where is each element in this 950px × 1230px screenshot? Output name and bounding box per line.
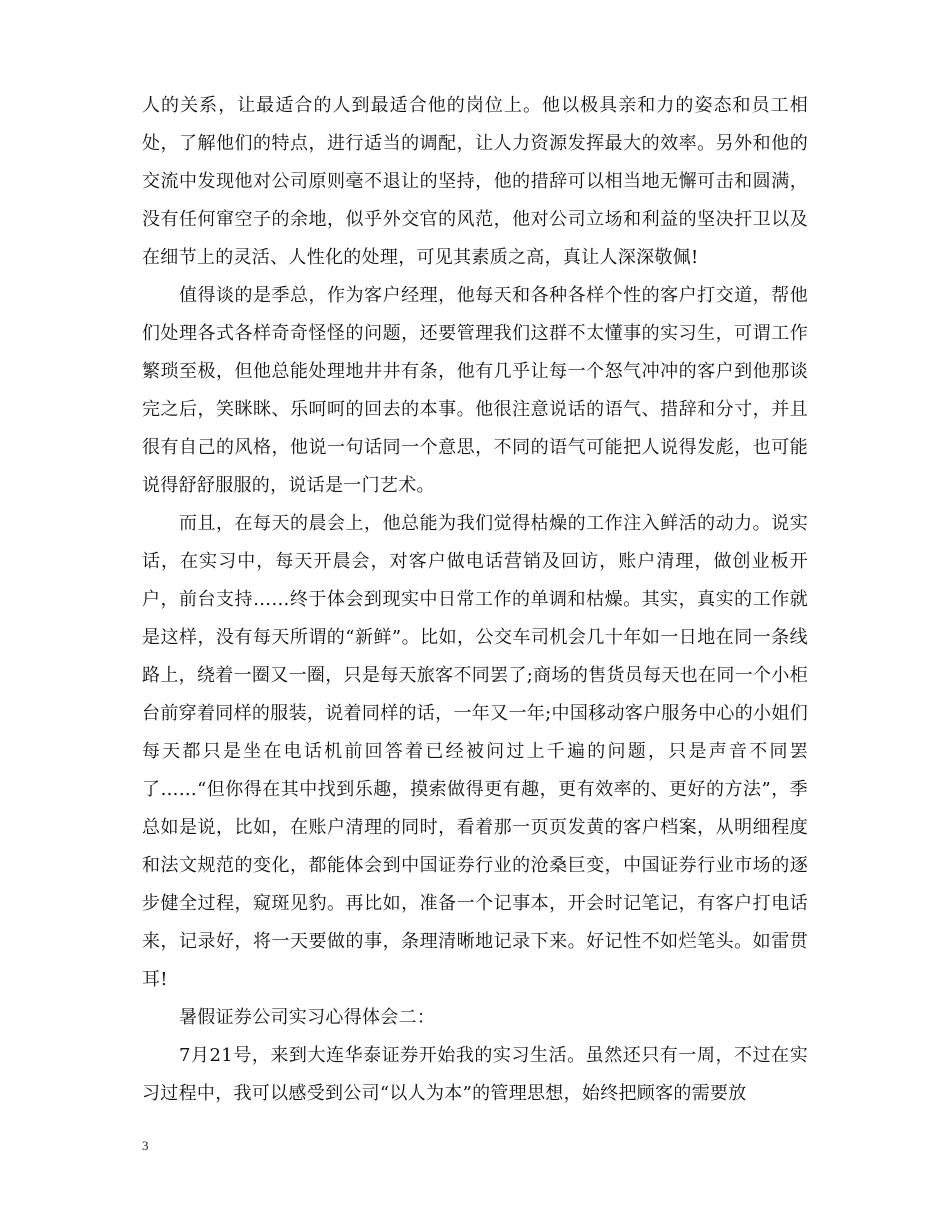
paragraph-2: 值得谈的是季总，作为客户经理，他每天和各种各样个性的客户打交道，帮他们处理各式各样奇奇怪怪的问题，还要管理我们这群不太懂事的实习生，可谓工作繁琐至极，但他总能处理地井井有条，他有几乎让每一个怒气冲冲的客户到他那谈完之后，笑眯眯、乐呵呵的回去的本事。他很注意说话的语气、措辞和分寸，并且很有自己的风格，他说一句话同一个意思，不同的语气可能把人说得发彪，也可能说得舒舒服服的，说话是一门艺术。 xyxy=(142,285,808,496)
paragraph-3: 而且，在每天的晨会上，他总能为我们觉得枯燥的工作注入鲜活的动力。说实话，在实习中，每天开晨会，对客户做电话营销及回访，账户清理，做创业板开户，前台支持……终于体会到现实中日常工作的单调和枯燥。其实，真实的工作就是这样，没有每天所谓的“新鲜”。比如，公交车司机会几十年如一日地在同一条线路上，绕着一圈又一圈，只是每天旅客不同罢了;商场的售货员每天也在同一个小柜台前穿着同样的服装，说着同样的话，一年又一年;中国移动客户服务中心的小姐们每天都只是坐在电话机前回答着已经被问过上千遍的问题，只是声音不同罢了……“但你得在其中找到乐趣，摸索做得更有趣，更有效率的、更好的方法”，季总如是说，比如，在账户清理的同时，看着那一页页发黄的客户档案，从明细程度和法文规范的变化，都能体会到中国证券行业的沧桑巨变，中国证券行业市场的逐步健全过程，窥斑见豹。再比如，准备一个记事本，开会时记笔记，有客户打电话来，记录好，将一天要做的事，条理清晰地记录下来。好记性不如烂笔头。如雷贯耳! xyxy=(142,513,808,990)
paragraph-4: 7月21号，来到大连华泰证券开始我的实习生活。虽然还只有一周，不过在实习过程中，我可以感受到公司“以人为本”的管理思想，始终把顾客的需要放 xyxy=(142,1045,808,1104)
document-body xyxy=(142,87,808,1113)
paragraph-1: 人的关系，让最适合的人到最适合他的岗位上。他以极具亲和力的姿态和员工相处，了解他们的特点，进行适当的调配，让人力资源发挥最大的效率。另外和他的交流中发现他对公司原则毫不退让的坚持，他的措辞可以相当地无懈可击和圆满，没有任何窜空子的余地，似乎外交官的风范，他对公司立场和利益的坚决扞卫以及在细节上的灵活、人性化的处理，可见其素质之高，真让人深深敬佩! xyxy=(142,95,808,268)
section-heading: 暑假证券公司实习心得体会二： xyxy=(179,1007,436,1028)
page-number: 3 xyxy=(142,1138,149,1153)
